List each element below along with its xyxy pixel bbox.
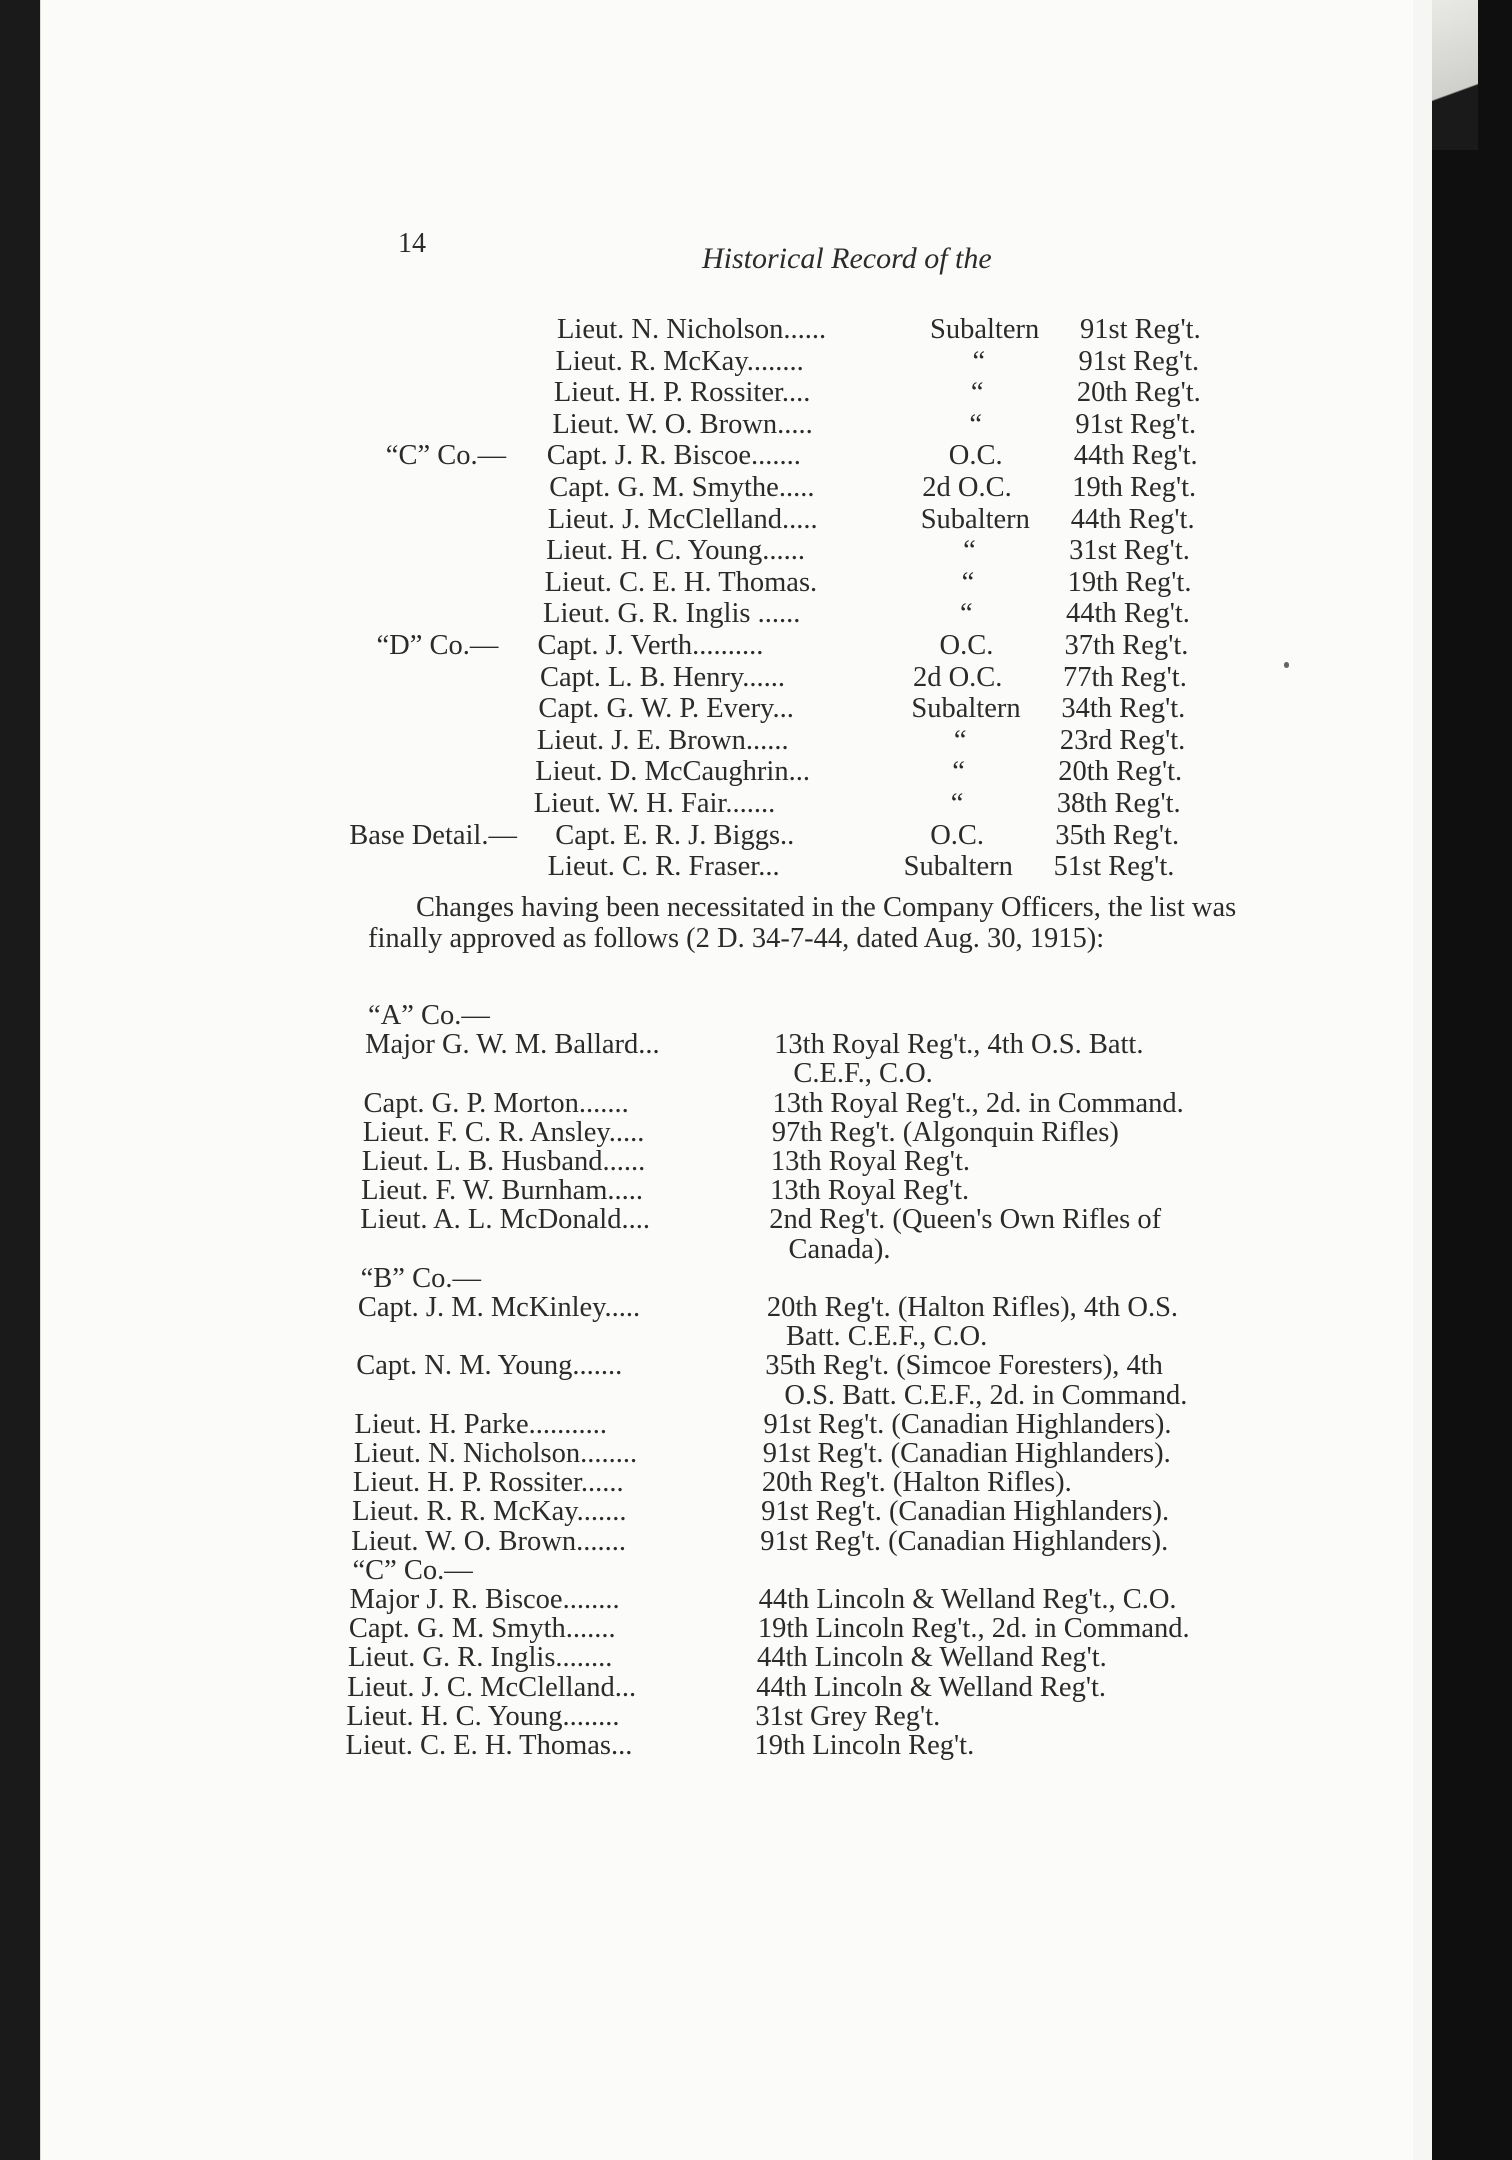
officer-name: Lieut. R. McKay........ [555, 345, 804, 377]
officer-role: “ [972, 345, 986, 377]
officer-role: Subaltern [911, 693, 1021, 725]
officer-detail: 91st Reg't. (Canadian Highlanders). [762, 1438, 1171, 1469]
officer-role: “ [961, 566, 975, 598]
officer-name: Capt. E. R. J. Biggs.. [555, 819, 795, 851]
officer-name: Lieut. J. McClelland..... [547, 503, 818, 535]
officer-role: “ [960, 598, 973, 630]
company-label: “C” Co.— [385, 440, 507, 472]
detail-continuation: O.S. Batt. C.E.F., 2d. in Command. [784, 1379, 1188, 1411]
company-label: Base Detail.— [349, 819, 517, 851]
running-head: Historical Record of the [702, 242, 992, 275]
officer-name: Major J. R. Biscoe........ [349, 1584, 620, 1615]
detail-continuation: Batt. C.E.F., C.O. [786, 1321, 988, 1353]
officer-detail: 19th Lincoln Reg't. [754, 1730, 975, 1761]
regiment: 91st Reg't. [1075, 408, 1197, 440]
regiment: 91st Reg't. [1080, 314, 1201, 345]
officer-name: Lieut. H. Parke........... [354, 1408, 608, 1440]
officer-name: Lieut. G. R. Inglis ...... [543, 598, 801, 630]
regiment: 23rd Reg't. [1059, 724, 1186, 756]
officer-name: Lieut. N. Nicholson...... [557, 314, 827, 345]
officer-name: Capt. J. R. Biscoe....... [546, 440, 801, 472]
officer-name: Lieut. G. R. Inglis........ [348, 1642, 613, 1674]
changes-paragraph: Changes having been necessitated in the Company Officers, the list was finally approved as follows (2 D. 34-7-44, dated Aug. 30, 1915): [368, 892, 1237, 954]
company-heading: “A” Co.— [368, 1000, 490, 1031]
officer-detail: 91st Reg't. (Canadian Highlanders). [761, 1496, 1170, 1528]
officer-detail: 13th Royal Reg't., 2d. in Command. [772, 1087, 1184, 1119]
officer-name: Capt. G. M. Smyth....... [348, 1613, 616, 1645]
officer-name: Lieut. F. C. R. Ansley..... [362, 1116, 645, 1148]
regiment: 31st Reg't. [1069, 535, 1190, 567]
officer-role: “ [952, 756, 965, 788]
officer-name: Lieut. W. H. Fair....... [533, 788, 776, 819]
detail-continuation: Canada). [788, 1233, 891, 1265]
regiment: 37th Reg't. [1064, 630, 1189, 661]
regiment: 34th Reg't. [1061, 693, 1186, 725]
officer-name: Capt. J. M. McKinley..... [357, 1292, 641, 1323]
officer-role: 2d O.C. [922, 472, 1012, 503]
officer-name: Capt. G. P. Morton....... [363, 1087, 629, 1119]
officer-role: Subaltern [930, 314, 1040, 345]
officer-detail: 31st Grey Reg't. [755, 1700, 941, 1732]
regiment: 38th Reg't. [1056, 788, 1181, 819]
regiment: 44th Reg't. [1073, 440, 1198, 472]
scan-speck [1284, 662, 1289, 668]
officer-name: Lieut. H. P. Rossiter...... [352, 1467, 624, 1499]
officer-name: Capt. N. M. Young....... [356, 1350, 623, 1382]
officer-detail: 20th Reg't. (Halton Rifles), 4th O.S. [766, 1292, 1179, 1323]
officer-role: “ [950, 788, 964, 819]
officer-name: Lieut. C. E. H. Thomas. [544, 566, 818, 598]
officer-detail: 13th Royal Reg't., 4th O.S. Batt. [774, 1029, 1144, 1061]
officer-detail: 2nd Reg't. (Queen's Own Rifles of [769, 1204, 1162, 1236]
regiment: 20th Reg't. [1058, 756, 1183, 788]
officer-role: “ [953, 724, 967, 756]
regiment: 35th Reg't. [1055, 819, 1180, 851]
company-heading: “C” Co.— [352, 1554, 473, 1586]
page-number: 14 [398, 228, 426, 259]
officer-detail: 44th Lincoln & Welland Reg't., C.O. [758, 1584, 1177, 1615]
officer-role: O.C. [948, 440, 1003, 472]
officer-detail: 97th Reg't. (Algonquin Rifles) [771, 1116, 1119, 1148]
officer-name: Lieut. J. E. Brown...... [536, 724, 789, 756]
regiment: 20th Reg't. [1076, 377, 1201, 409]
officer-role: “ [969, 408, 982, 440]
detail-continuation: C.E.F., C.O. [793, 1058, 933, 1090]
officer-name: Lieut. C. E. H. Thomas... [345, 1730, 633, 1761]
officer-name: Capt. J. Verth.......... [537, 630, 764, 661]
officer-name: Capt. G. W. P. Every... [538, 693, 794, 725]
company-heading: “B” Co.— [360, 1262, 481, 1294]
officer-name: Capt. G. M. Smythe..... [549, 472, 815, 503]
officer-name: Lieut. H. C. Young...... [546, 535, 806, 567]
officer-name: Lieut. R. R. McKay....... [352, 1496, 627, 1528]
regiment: 44th Reg't. [1070, 503, 1195, 535]
officer-detail: 44th Lincoln & Welland Reg't. [757, 1642, 1107, 1674]
officer-detail: 13th Royal Reg't. [770, 1146, 970, 1177]
regiment: 19th Reg't. [1072, 472, 1197, 503]
officer-detail: 44th Lincoln & Welland Reg't. [756, 1671, 1106, 1703]
officer-detail: 20th Reg't. (Halton Rifles). [761, 1467, 1072, 1499]
regiment: 77th Reg't. [1062, 661, 1187, 693]
officer-name: Lieut. L. B. Husband...... [361, 1146, 646, 1177]
officer-name: Lieut. H. P. Rossiter.... [553, 377, 811, 409]
page-corner-fold [1432, 0, 1478, 150]
officer-detail: 91st Reg't. (Canadian Highlanders). [763, 1408, 1172, 1440]
officer-name: Lieut. W. O. Brown..... [552, 408, 813, 440]
officer-name: Capt. L. B. Henry...... [539, 661, 786, 693]
officer-name: Lieut. A. L. McDonald.... [360, 1204, 650, 1236]
officer-name: Lieut. W. O. Brown....... [351, 1525, 626, 1557]
officer-name: Lieut. D. McCaughrin... [535, 756, 810, 788]
officer-detail: 35th Reg't. (Simcoe Foresters), 4th [765, 1350, 1163, 1382]
officer-role: “ [970, 377, 984, 409]
officer-name: Lieut. F. W. Burnham..... [361, 1175, 644, 1207]
company-label: “D” Co.— [376, 630, 499, 661]
officer-name: Lieut. N. Nicholson........ [353, 1438, 638, 1469]
officer-detail: 13th Royal Reg't. [770, 1175, 970, 1207]
officer-detail: 19th Lincoln Reg't., 2d. in Command. [757, 1613, 1190, 1645]
officer-role: 2d O.C. [912, 661, 1003, 693]
officer-name: Lieut. C. R. Fraser... [547, 851, 780, 883]
officer-name: Lieut. H. C. Young........ [346, 1700, 620, 1732]
officer-role: Subaltern [920, 503, 1030, 535]
officer-role: Subaltern [903, 851, 1013, 883]
officer-role: O.C. [930, 819, 985, 851]
officer-name: Lieut. J. C. McClelland... [347, 1671, 637, 1703]
officer-role: “ [963, 535, 976, 567]
officer-name: Major G. W. M. Ballard... [365, 1029, 660, 1061]
regiment: 91st Reg't. [1078, 345, 1200, 377]
regiment: 19th Reg't. [1067, 566, 1192, 598]
regiment: 51st Reg't. [1053, 851, 1175, 883]
officer-detail: 91st Reg't. (Canadian Highlanders). [760, 1525, 1169, 1557]
officer-role: O.C. [939, 630, 994, 661]
regiment: 44th Reg't. [1066, 598, 1190, 630]
scan-border [1432, 0, 1512, 2160]
